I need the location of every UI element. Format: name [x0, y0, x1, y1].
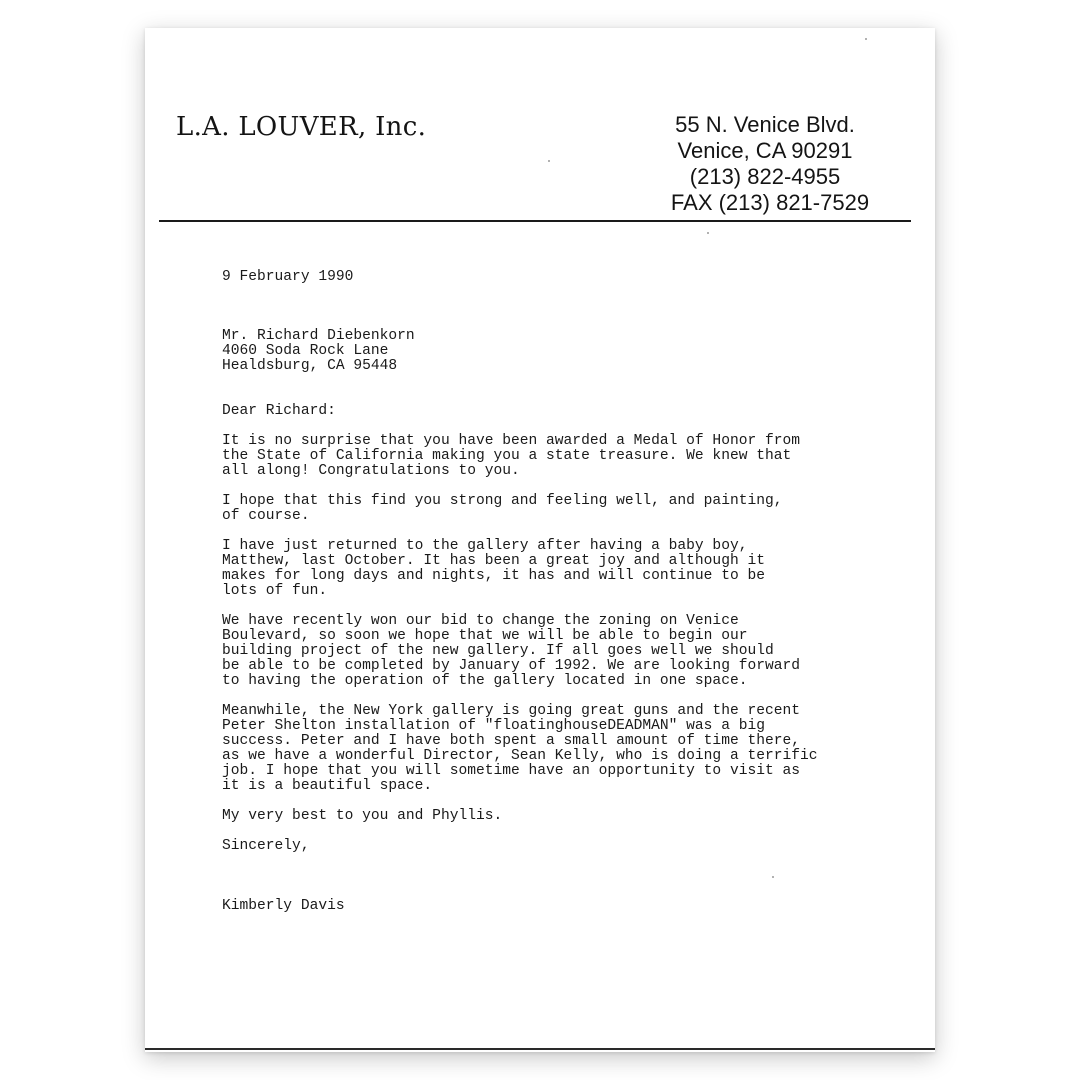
- closing-line: My very best to you and Phyllis.: [222, 808, 503, 824]
- address-city: Venice, CA 90291: [677, 138, 853, 163]
- recipient-address: [222, 329, 902, 374]
- letter-page: [145, 28, 935, 1052]
- recipient-name: Mr. Richard Diebenkorn: [222, 328, 415, 344]
- paragraph-congratulations: It is no surprise that you have been awarded a Medal of Honor from the State of California making you a state treasure. We knew that all along! Congratulations to you.: [222, 433, 801, 479]
- letterhead-divider: [159, 220, 911, 222]
- address-phone: (213) 822-4955: [689, 164, 841, 189]
- recipient-city: Healdsburg, CA 95448: [222, 358, 398, 374]
- paragraph-zoning: We have recently won our bid to change the zoning on Venice Boulevard, so soon we hope that we will be able to begin our building project of the new gallery. If all goes well we should be able to be completed by January of 1992. We are looking forward to having the operation of the gallery located in one space.: [222, 613, 801, 689]
- complimentary-close: Sincerely,: [222, 838, 310, 854]
- paper-speck: [548, 160, 550, 162]
- letter-date: 9 February 1990: [222, 269, 354, 285]
- paragraph-wellwishes: I hope that this find you strong and feeling well, and painting, of course.: [222, 493, 783, 524]
- signature-name: Kimberly Davis: [222, 898, 345, 914]
- company-address: [635, 112, 895, 216]
- salutation: Dear Richard:: [222, 403, 336, 419]
- paper-speck: [772, 876, 774, 878]
- recipient-street: 4060 Soda Rock Lane: [222, 343, 389, 359]
- paper-speck: [707, 232, 709, 234]
- page-bottom-edge: [145, 1048, 935, 1050]
- address-fax: FAX (213) 821-7529: [670, 190, 870, 215]
- paragraph-baby: I have just returned to the gallery after having a baby boy, Matthew, last October. It has been a great joy and although it makes for long days and nights, it has and will continue to be lots of fun.: [222, 538, 765, 599]
- address-street: 55 N. Venice Blvd.: [675, 112, 855, 137]
- company-name: L.A. LOUVER, Inc.: [176, 112, 427, 142]
- letter-body: [222, 270, 902, 914]
- paper-speck: [865, 38, 867, 40]
- paragraph-new-york: Meanwhile, the New York gallery is going great guns and the recent Peter Shelton installation of "floatinghouseDEADMAN" was a big success. Peter and I have both spent a small amount of time there, as we have a wonderful Director, Sean Kelly, who is doing a terrific job. I hope that you will sometime have an opportunity to visit as it is a beautiful space.: [222, 703, 818, 794]
